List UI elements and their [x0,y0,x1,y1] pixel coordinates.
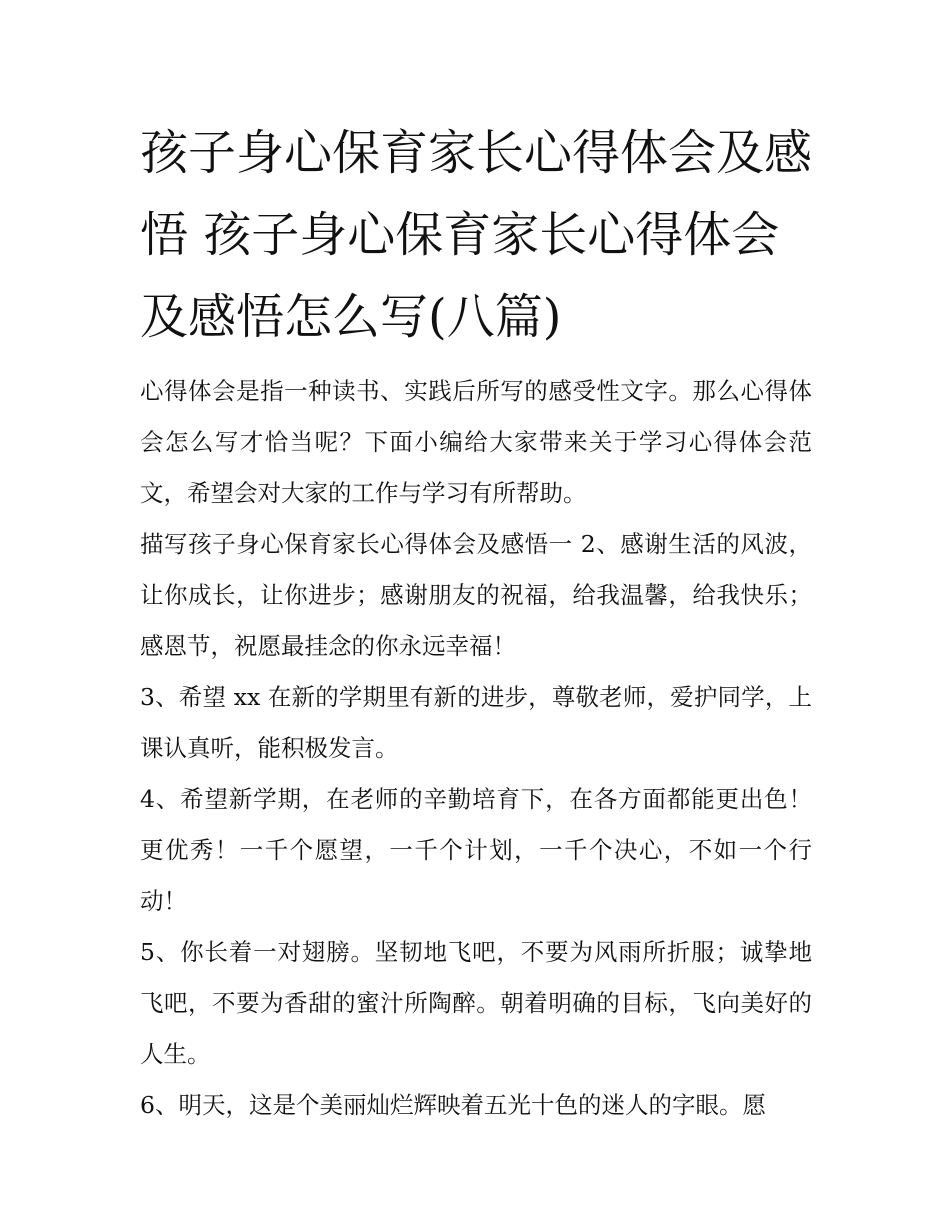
paragraph-item-4: 4、希望新学期，在老师的辛勤培育下，在各方面都能更出色！更优秀！一千个愿望，一千个计划，一千个决心，不如一个行动！ [140,785,812,915]
paragraph-item-5: 5、你长着一对翅膀。坚韧地飞吧，不要为风雨所折服；诚挚地飞吧，不要为香甜的蜜汁所陶醉。朝着明确的目标，飞向美好的人生。 [140,938,812,1068]
paragraph-intro: 心得体会是指一种读书、实践后所写的感受性文字。那么心得体会怎么写才恰当呢？下面小编给大家带来关于学习心得体会范文，希望会对大家的工作与学习有所帮助。 [140,377,812,507]
paragraph-item-2: 描写孩子身心保育家长心得体会及感悟一 2、感谢生活的风波，让你成长，让你进步；感谢朋友的祝福，给我温馨，给我快乐；感恩节，祝愿最挂念的你永远幸福！ [140,530,812,660]
document-page [140,112,812,1131]
paragraph-item-6: 6、明天，这是个美丽灿烂辉映着五光十色的迷人的字眼。愿 [140,1091,766,1119]
document-title: 孩子身心保育家长心得体会及感悟 孩子身心保育家长心得体会及感悟怎么写(八篇) [140,125,813,345]
paragraph-item-3: 3、希望 xx 在新的学期里有新的进步，尊敬老师，爱护同学，上课认真听，能积极发言。 [140,683,812,762]
